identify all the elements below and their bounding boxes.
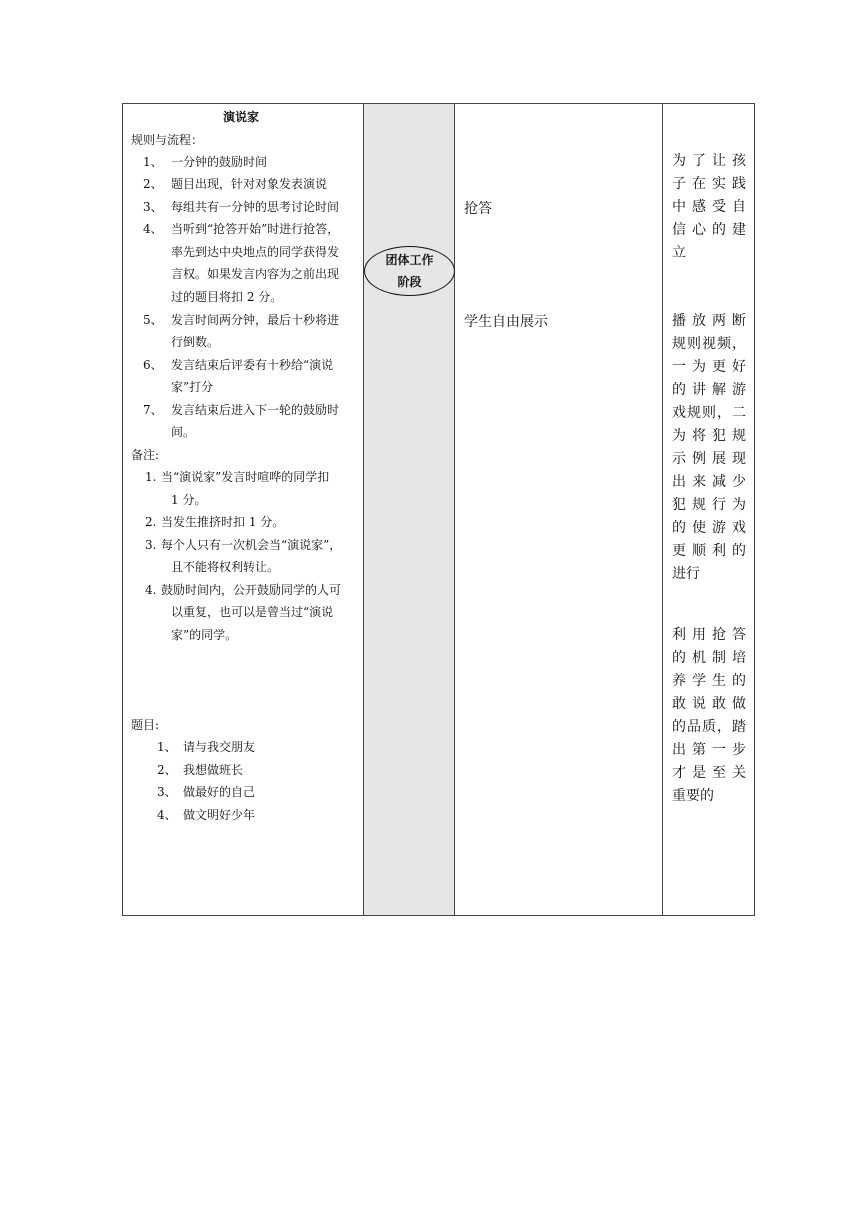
stage-label-line2: 阶段 — [397, 275, 422, 289]
purpose-block-1: 为了让孩 子在实践 中感受自 信心的建 立 — [672, 153, 746, 261]
activity-table — [122, 103, 755, 916]
activity-step-column — [455, 104, 663, 915]
rules-heading: 规则与流程： — [131, 133, 204, 147]
activity-title: 演说家 — [223, 110, 260, 124]
step-free-show: 学生自由展示 — [464, 314, 548, 330]
purpose-block-3: 利用抢答 的机制培 养学生的 敢说敢做 的品质，踏 出第一步 才是至关 重要的 — [672, 627, 746, 804]
purpose-column — [663, 104, 754, 915]
stage-oval — [364, 246, 455, 296]
activity-content-column: 演说家 规则与流程： 1、 一分钟的鼓励时间 2、 题目出现，针对对象发表演说 3、 每组共有一分钟的思考讨论时间 4、 当听到“抢答开始”时进行抢答， 率先到达中央地点的同学获得发 言权。如果发言内容为之前出现 过的题目将扣 2 分。 5、 发言时间两分钟，最后十秒将进 行倒数。 6、 发言结束后评委有十秒给“演说 家”打分 7、 发言结束后进入下一轮的鼓励时 间。 备注: 1. 当“演说家”发言时喧哗的同学扣 1 分。 2. 当发生推挤时扣 1 分。 3. 每个人只有一次机会当“演说家”， 且不能将权利转让。 4. 鼓励时间内，公开鼓励同学的人可 以重复，也可以是曾当过“演说 家”的同学。 题目: 1、 请与我交朋友 2、 我想做班长 3、 做最好的自己 4、 做文明好少年 — [123, 104, 364, 915]
step-quick-answer: 抢答 — [464, 201, 492, 217]
topics-heading: 题目: — [131, 718, 160, 732]
purpose-block-2: 播放两断 规则视频， 一为更好 的讲解游 戏规则，二 为将犯规 示例展现 出来减少 犯规行为 的使游戏 更顺利的 进行 — [672, 313, 746, 582]
stage-label-line1: 团体工作 — [385, 253, 434, 267]
notes-heading: 备注: — [131, 448, 160, 462]
stage-column — [364, 104, 455, 915]
